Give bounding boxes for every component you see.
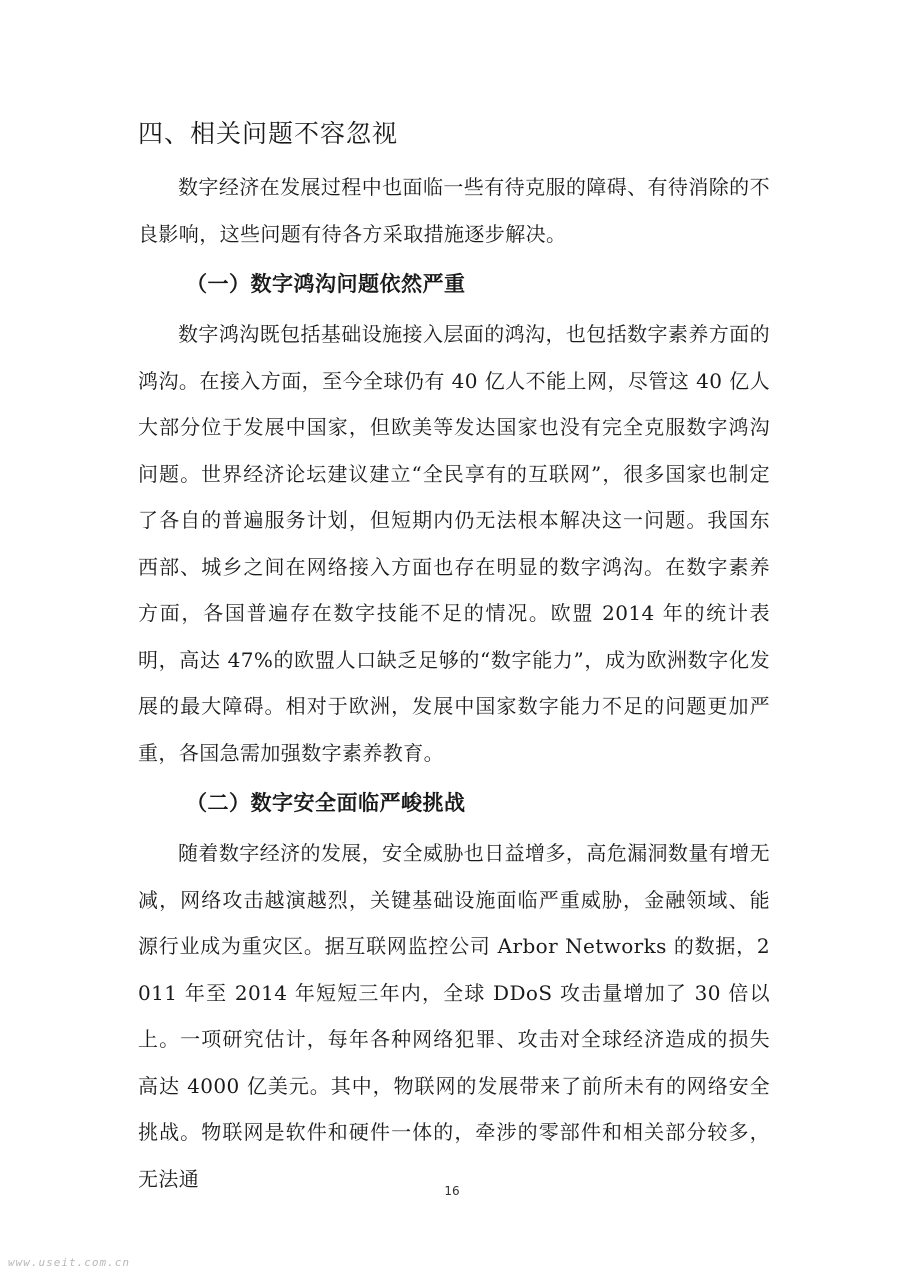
watermark: www.useit.com.cn xyxy=(8,1256,130,1269)
paragraph-digital-divide: 数字鸿沟既包括基础设施接入层面的鸿沟，也包括数字素养方面的鸿沟。在接入方面，至今全球仍有 40 亿人不能上网，尽管这 40 亿人大部分位于发展中国家，但欧美等发达国家也没有完全克服数字鸿沟问题。世界经济论坛建议建立“全民享有的互联网”，很多国家也制定了各自的普遍服务计划，但短期内仍无法根本解决这一问题。我国东西部、城乡之间在网络接入方面也存在明显的数字鸿沟。在数字素养方面，各国普遍存在数字技能不足的情况。欧盟 2014 年的统计表明，高达 47%的欧盟人口缺乏足够的“数字能力”，成为欧洲数字化发展的最大障碍。相对于欧洲，发展中国家数字能力不足的问题更加严重，各国急需加强数字素养教育。 xyxy=(138,322,770,765)
subsection-title-digital-security: （二）数字安全面临严峻挑战 xyxy=(186,791,466,815)
page-number: 16 xyxy=(444,1184,460,1198)
page-content xyxy=(138,112,770,1202)
intro-paragraph: 数字经济在发展过程中也面临一些有待克服的障碍、有待消除的不良影响，这些问题有待各方采取措施逐步解决。 xyxy=(138,175,770,246)
paragraph-digital-security: 随着数字经济的发展，安全威胁也日益增多，高危漏洞数量有增无减，网络攻击越演越烈，关键基础设施面临严重威胁，金融领域、能源行业成为重灾区。据互联网监控公司 Arbor Networks 的数据，2011 年至 2014 年短短三年内，全球 DDoS 攻击量增加了 30 倍以上。一项研究估计，每年各种网络犯罪、攻击对全球经济造成的损失高达 4000 亿美元。其中，物联网的发展带来了前所未有的网络安全挑战。物联网是软件和硬件一体的，牵涉的零部件和相关部分较多，无法通 xyxy=(138,841,770,1191)
section-title: 四、相关问题不容忽视 xyxy=(138,119,399,148)
subsection-title-digital-divide: （一）数字鸿沟问题依然严重 xyxy=(186,272,466,296)
